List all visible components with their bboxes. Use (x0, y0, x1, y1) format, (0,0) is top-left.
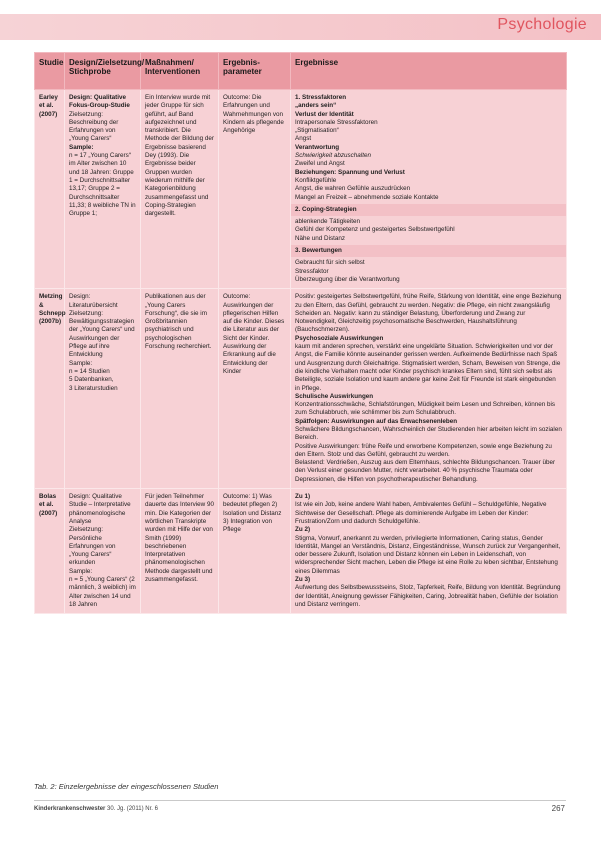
result-line: Zu 1) (295, 493, 311, 501)
result-line: Aufwertung des Selbstbewusstseins, Stolz, Tapferkeit, Reife, Bildung von Identität. Begründung der Identität, Aneignung gewisser Fähigkeiten, Caring, Jobrealität haben, Gefühle der Isolation und Distanz verringern. (295, 584, 561, 608)
results-table (34, 52, 567, 614)
result-line: „anders sein“ (295, 102, 337, 110)
cell-massnahmen: Publikationen aus der „Young Carers Forschung“, die sie im Großbritannien psychiatrisch und psychologischen Forschung recherchiert. (141, 289, 219, 489)
design-line: 3 Literaturstudien (69, 384, 118, 392)
results-table-wrapper (34, 52, 566, 614)
result-line: Belastend: Verdrießen, Auszug aus dem Elternhaus, schlechte Bildungschancen. Trauer über den Verlust einer gesunden Mutter, nicht verarbeitet. 40 % psychische Traumata oder Depressionen, die Hilfen von psychotherapeutischer Behandlung. (295, 459, 556, 483)
result-line: Zweifel und Angst (295, 160, 345, 168)
result-line: Angst (295, 135, 312, 143)
table-row (35, 90, 567, 289)
result-line: Psychosoziale Auswirkungen (295, 334, 384, 342)
design-line: Design: Qualitative Fokus-Group-Studie (69, 94, 130, 110)
cell-design (65, 289, 141, 489)
design-line: n = 17 „Young Carers“ im Alter zwischen 10 und 18 Jahren: Gruppe 1 = Durchschnittsalter 13,17; Gruppe 2 = Durchschnittsalter 11,33; 8 weibliche TN in Gruppe 1; (69, 152, 136, 218)
column-header-studie: Studie (35, 53, 65, 90)
journal-issue: 30. Jg. (2011) Nr. 6 (107, 806, 158, 812)
cell-ergebnisse (291, 90, 567, 289)
result-line: Verantwortung (295, 143, 340, 151)
table-row (35, 289, 567, 489)
result-line: 3. Bewertungen (291, 245, 566, 257)
result-line: Ist wie ein Job, keine andere Wahl haben, Ambivalentes Gefühl – Schuldgefühle, Negative Sichtweise der Gesellschaft. Pflege als dominierende Aufgabe im Leben der Kinder: Frustration/Zorn und dadurch Schuldgefühle. (295, 501, 547, 525)
section-title: Psychologie (497, 16, 587, 33)
result-line: Positiv: gesteigertes Selbstwertgefühl, frühe Reife, Stärkung von Identität, eine enge Beziehung zu den Eltern, das Gefühl, gebraucht zu werden. Negativ: die Pflege, ein nicht zwangsläufig Scheiden an. Negativ: kann zu ständiger Belastung, Überforderung und Zwang zur Notwendigkeit, Gleichzeitig psychosomatische Beschwerden, Haushaltsführung (Bauchschmerzen). (295, 293, 562, 334)
design-line: Design: Literaturübersicht (69, 293, 118, 309)
cell-design (65, 90, 141, 289)
cell-parameter: Outcome: Auswirkungen der pflegerischen Hilfen auf die Kinder. Dieses die Literatur aus der Sicht der Kinder. Auswirkung der Erkrankung auf die Entwicklung der Kinder (219, 289, 291, 489)
result-line: Gefühl der Kompetenz und gesteigertes Selbstwertgefühl (295, 226, 455, 234)
cell-massnahmen: Ein Interview wurde mit jeder Gruppe für sich geführt, auf Band aufgezeichnet und transkribiert. Die Methode der Bildung der Ergebnisse basierend Dey (1993). Die Ergebnisse beider Gruppen wurden wiederum mithilfe der Kategorienbildung zusammengefasst und Coping-Strategien dargestellt. (141, 90, 219, 289)
design-line: Sample: (69, 567, 93, 575)
result-line: Intrapersonale Stressfaktoren (295, 118, 378, 126)
design-line: Zielsetzung: Bewältigungsstrategien der „Young Carers“ und Auswirkungen der Pflege auf ihre Entwicklung (69, 309, 135, 359)
cell-design (65, 489, 141, 614)
result-line: Schwächere Bildungschancen, Wahrscheinlich der Studierenden hier arbeiten leicht im sozialen Bereich. (295, 425, 562, 442)
journal-name: Kinderkrankenschwester (34, 806, 106, 812)
result-line: Nähe und Distanz (295, 234, 346, 242)
cell-parameter: Outcome: Die Erfahrungen und Wahrnehmungen von Kindern als pflegende Angehörige (219, 90, 291, 289)
table-row (35, 489, 567, 614)
design-line: n = 5 „Young Carers“ (2 männlich, 3 weiblich) im Alter zwischen 14 und 18 Jahren (69, 576, 136, 608)
result-line: Verlust der Identität (295, 110, 354, 118)
column-header-parameter: Ergebnis-parameter (219, 53, 291, 90)
design-line: Zielsetzung: Persönliche Erfahrungen von „Young Carers“ erkunden (69, 526, 116, 567)
result-line: Schwierigkeit abzuschalten (295, 152, 371, 160)
result-line: Schulische Auswirkungen (295, 392, 374, 400)
footer-divider (34, 800, 566, 801)
result-line: Mangel an Freizeit – abnehmende soziale Kontakte (295, 193, 439, 201)
result-line: ablenkende Tätigkeiten (295, 218, 361, 226)
result-line: kaum mit anderen sprechen, verstärkt eine ungeklärte Situation. Schwierigkeiten und vor der Angst, die Familie könnte auseinander gerissen werden. Aufkeimende Bedürfnisse nach Spaß und Ausgrenzung durch Gleichaltrige. Stigmatisiert werden, Scham, Beweisen von Strenge, die die kindliche Verhalten macht oder Kinder psychisch krankes Eltern sind, fühlt sich selbst als Beteiligte, soziale Isolation und kaum andere gar keine Zeit für Freunde ist stark eingebunden in Pflege. (295, 343, 561, 392)
cell-ergebnisse (291, 289, 567, 489)
design-line: n = 14 Studien (69, 367, 110, 375)
result-line: Beziehungen: Spannung und Verlust (295, 168, 405, 176)
design-line: 5 Datenbanken, (69, 376, 114, 384)
cell-parameter: Outcome: 1) Was bedeutet pflegen 2) Isolation und Distanz 3) Integration von Pflege (219, 489, 291, 614)
result-line: Stigma, Vorwurf, anerkannt zu werden, privilegierte Informationen, Caring status, Gender Identität, Mangel an Verständnis, Distanz, Eingeständnisse, Wunsch zurück zur Vergangenheit, oder bessere Zukunft, Isolation und Distanz können ein Leben in Leidenschaft, von widersprechender Sicht machen, Leben die Pflege ist eine Rolle zu leben sichtbar, Entstehung eines Dilemmas (295, 534, 561, 575)
column-header-massnahmen: Maßnahmen/ Interventionen (141, 53, 219, 90)
result-line: Zu 3) (295, 576, 311, 584)
result-line: Spätfolgen: Auswirkungen auf das Erwachsenenleben (295, 417, 458, 425)
table-header-row (35, 53, 567, 90)
design-line: Zielsetzung: Beschreibung der Erfahrungen von „Young Carers“ (69, 110, 119, 143)
design-line: Sample: (69, 359, 93, 367)
design-line: Sample: (69, 143, 94, 151)
result-line: Angst, die wahren Gefühle auszudrücken (295, 185, 411, 193)
column-header-ergebnisse: Ergebnisse (291, 53, 567, 90)
result-line: Gebraucht für sich selbst (295, 259, 365, 267)
page-number: 267 (551, 804, 565, 813)
cell-studie: Bolas et al. (2007) (35, 489, 65, 614)
result-line: Zu 2) (295, 526, 311, 534)
result-line: 2. Coping-Strategien (291, 204, 566, 216)
result-line: Positive Auswirkungen: frühe Reife und erworbene Kompetenzen, sowie enge Beziehung zu den Eltern. Stolz und das Gefühl, gebraucht zu werden. (295, 442, 552, 458)
result-line: Konfliktgefühle (295, 176, 337, 184)
footer-journal (34, 806, 158, 812)
cell-studie: Earley et al. (2007) (35, 90, 65, 289)
cell-studie: Metzing & Schnepp (2007b) (35, 289, 65, 489)
column-header-design: Design/Zielsetzung/ Stichprobe (65, 53, 141, 90)
result-line: Überzeugung über die Verantwortung (295, 275, 400, 283)
header-bar (0, 14, 601, 40)
result-line: Konzentrationsschwäche, Schlafstörungen, Müdigkeit beim Lesen und Schreiben, können bis zum Schulabbruch, wie schlimmer bis zum Schulabbruch. (295, 401, 556, 417)
result-line: Stressfaktor (295, 267, 329, 275)
table-caption: Tab. 2: Einzelergebnisse der eingeschlossenen Studien (34, 782, 219, 791)
cell-massnahmen: Für jeden Teilnehmer dauerte das Interview 90 min. Die Kategorien der wörtlichen Transkripte wurden mit Hilfe der von Smith (1999) beschriebenen Interpretativen phänomenologischen Methode dargestellt und zusammengefasst. (141, 489, 219, 614)
cell-ergebnisse (291, 489, 567, 614)
design-line: Design: Qualitative Studie – Interpretative phänomenologische Analyse (69, 493, 131, 525)
result-line: 1. Stressfaktoren (295, 94, 347, 101)
result-line: „Stigmatisation“ (295, 127, 339, 135)
